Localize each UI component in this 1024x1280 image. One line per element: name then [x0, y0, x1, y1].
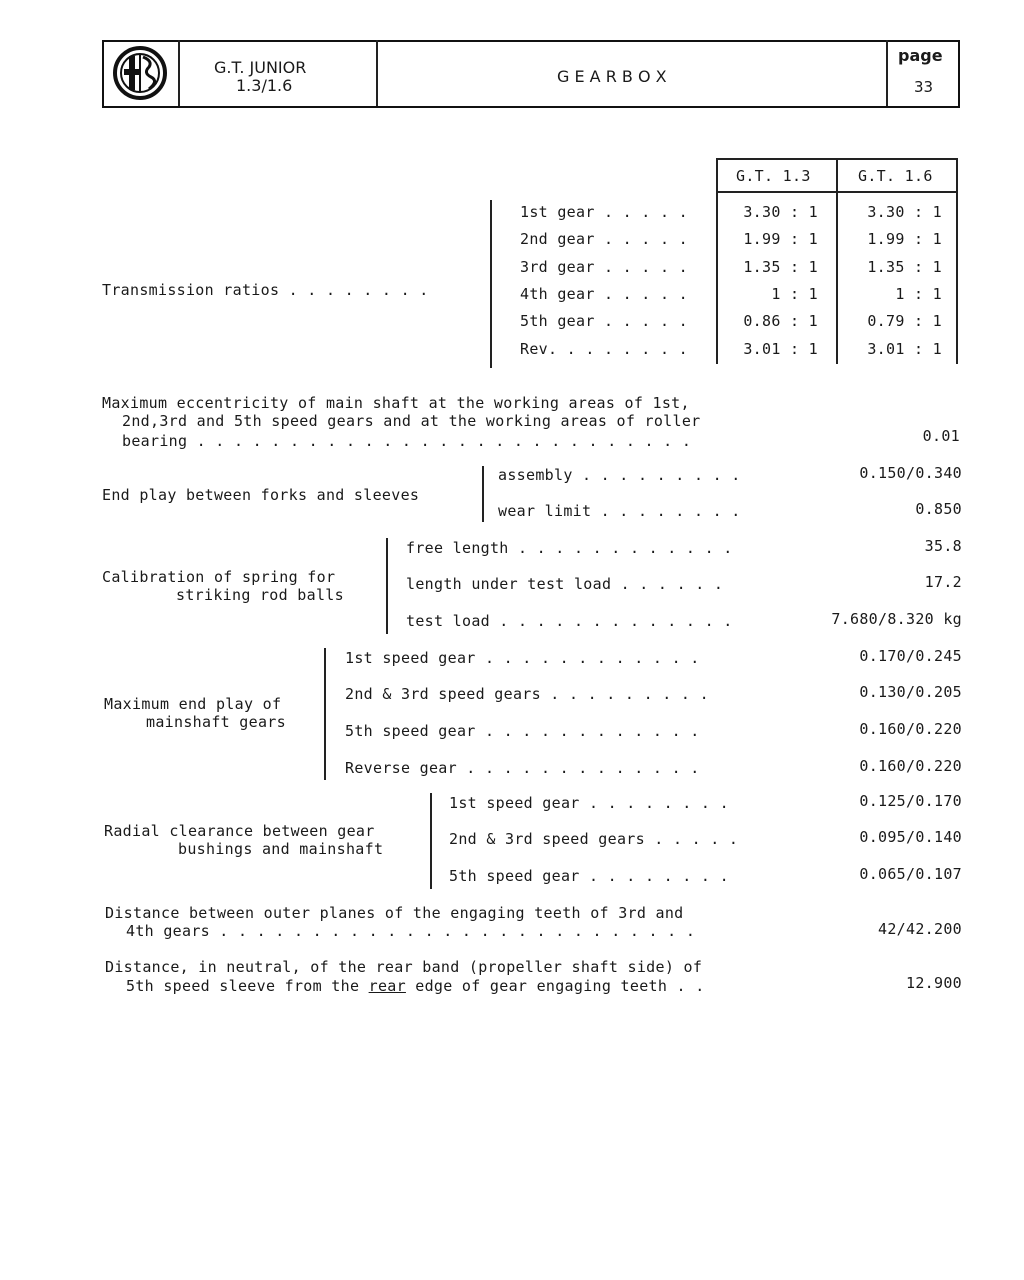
distance-neutral-value: 12.900 — [906, 974, 962, 992]
forks-item-value: 0.850 — [915, 500, 962, 518]
model-line-2: 1.3/1.6 — [236, 76, 293, 95]
end-play-forks-label: End play between forks and sleeves — [102, 486, 420, 504]
spring-label-2: striking rod balls — [176, 586, 344, 604]
gears-item-value: 0.160/0.220 — [859, 757, 962, 775]
gears-item-label: 5th speed gear . . . . . . . . . . . . — [345, 722, 700, 740]
page-number: 33 — [914, 78, 934, 96]
ratio-gear-label: Rev. . . . . . . . — [520, 340, 688, 358]
forks-item-label: wear limit . . . . . . . . — [498, 502, 741, 520]
distance-teeth-line-1: Distance between outer planes of the engaging teeth of 3rd and — [105, 904, 684, 922]
header-divider — [886, 40, 888, 106]
radial-item-label: 2nd & 3rd speed gears . . . . . — [449, 830, 739, 848]
forks-item-value: 0.150/0.340 — [859, 464, 962, 482]
model-line-1: G.T. JUNIOR — [214, 58, 307, 77]
eccentricity-line-2: 2nd,3rd and 5th speed gears and at the working areas of roller — [122, 412, 701, 430]
distance-teeth-value: 42/42.200 — [878, 920, 962, 938]
ratio-gt16-value: 1.99 : 1 — [867, 230, 942, 248]
radial-brace — [430, 793, 432, 889]
alfa-romeo-logo — [109, 45, 171, 105]
ratio-gt13-value: 1.35 : 1 — [743, 258, 818, 276]
eccentricity-line-1: Maximum eccentricity of main shaft at the working areas of 1st, — [102, 394, 690, 412]
end-play-gears-label-2: mainshaft gears — [146, 713, 286, 731]
header-divider — [178, 40, 180, 106]
gears-item-label: 2nd & 3rd speed gears . . . . . . . . . — [345, 685, 709, 703]
ratio-gt16-value: 3.30 : 1 — [867, 203, 942, 221]
end-play-forks-brace — [482, 466, 484, 522]
underlined-word: rear — [368, 977, 406, 995]
ratio-gt13-value: 1 : 1 — [771, 285, 818, 303]
transmission-ratios-label: Transmission ratios . . . . . . . . — [102, 281, 429, 299]
col-header-gt13: G.T. 1.3 — [736, 167, 811, 185]
ratio-gt13-value: 3.01 : 1 — [743, 340, 818, 358]
spring-item-label: free length . . . . . . . . . . . . — [406, 539, 733, 557]
spring-brace — [386, 538, 388, 634]
end-play-gears-brace — [324, 648, 326, 780]
line-text: edge of gear engaging teeth . . — [405, 977, 705, 995]
radial-item-value: 0.095/0.140 — [859, 828, 962, 846]
gears-item-value: 0.160/0.220 — [859, 720, 962, 738]
gears-item-label: Reverse gear . . . . . . . . . . . . . — [345, 759, 700, 777]
forks-item-label: assembly . . . . . . . . . — [498, 466, 741, 484]
distance-teeth-line-2: 4th gears . . . . . . . . . . . . . . . . . . . . . . . . . . — [126, 922, 696, 940]
spring-item-label: length under test load . . . . . . — [406, 575, 724, 593]
ratio-gt13-value: 3.30 : 1 — [743, 203, 818, 221]
spring-item-value: 17.2 — [924, 573, 962, 591]
eccentricity-line-3: bearing . . . . . . . . . . . . . . . . . . . . . . . . . . . — [122, 432, 692, 450]
ratio-gt16-value: 1.35 : 1 — [867, 258, 942, 276]
ratios-brace — [490, 200, 492, 368]
gears-item-value: 0.170/0.245 — [859, 647, 962, 665]
header-divider — [376, 40, 378, 106]
radial-item-label: 1st speed gear . . . . . . . . — [449, 794, 729, 812]
spring-item-value: 35.8 — [924, 537, 962, 555]
table-col-rule — [956, 158, 958, 364]
eccentricity-value: 0.01 — [922, 427, 960, 445]
ratio-gear-label: 4th gear . . . . . — [520, 285, 688, 303]
ratio-gt16-value: 3.01 : 1 — [867, 340, 942, 358]
ratio-gt16-value: 1 : 1 — [895, 285, 942, 303]
spring-label-1: Calibration of spring for — [102, 568, 336, 586]
ratio-gear-label: 3rd gear . . . . . — [520, 258, 688, 276]
radial-item-value: 0.065/0.107 — [859, 865, 962, 883]
radial-item-value: 0.125/0.170 — [859, 792, 962, 810]
ratio-gear-label: 1st gear . . . . . — [520, 203, 688, 221]
ratio-gear-label: 5th gear . . . . . — [520, 312, 688, 330]
gears-item-value: 0.130/0.205 — [859, 683, 962, 701]
spring-item-label: test load . . . . . . . . . . . . . — [406, 612, 733, 630]
col-header-gt16: G.T. 1.6 — [858, 167, 933, 185]
section-title: G E A R B O X — [557, 67, 667, 86]
distance-neutral-line-1: Distance, in neutral, of the rear band (propeller shaft side) of — [105, 958, 703, 976]
ratio-gear-label: 2nd gear . . . . . — [520, 230, 688, 248]
radial-item-label: 5th speed gear . . . . . . . . — [449, 867, 729, 885]
ratio-gt16-value: 0.79 : 1 — [867, 312, 942, 330]
end-play-gears-label-1: Maximum end play of — [104, 695, 282, 713]
radial-label-2: bushings and mainshaft — [178, 840, 384, 858]
ratio-gt13-value: 0.86 : 1 — [743, 312, 818, 330]
radial-label-1: Radial clearance between gear — [104, 822, 375, 840]
gears-item-label: 1st speed gear . . . . . . . . . . . . — [345, 649, 700, 667]
distance-neutral-line-2 — [126, 977, 705, 995]
ratio-gt13-value: 1.99 : 1 — [743, 230, 818, 248]
line-text: 5th speed sleeve from the — [126, 977, 369, 995]
spring-item-value: 7.680/8.320 kg — [831, 610, 962, 628]
page-label: page — [898, 46, 943, 65]
